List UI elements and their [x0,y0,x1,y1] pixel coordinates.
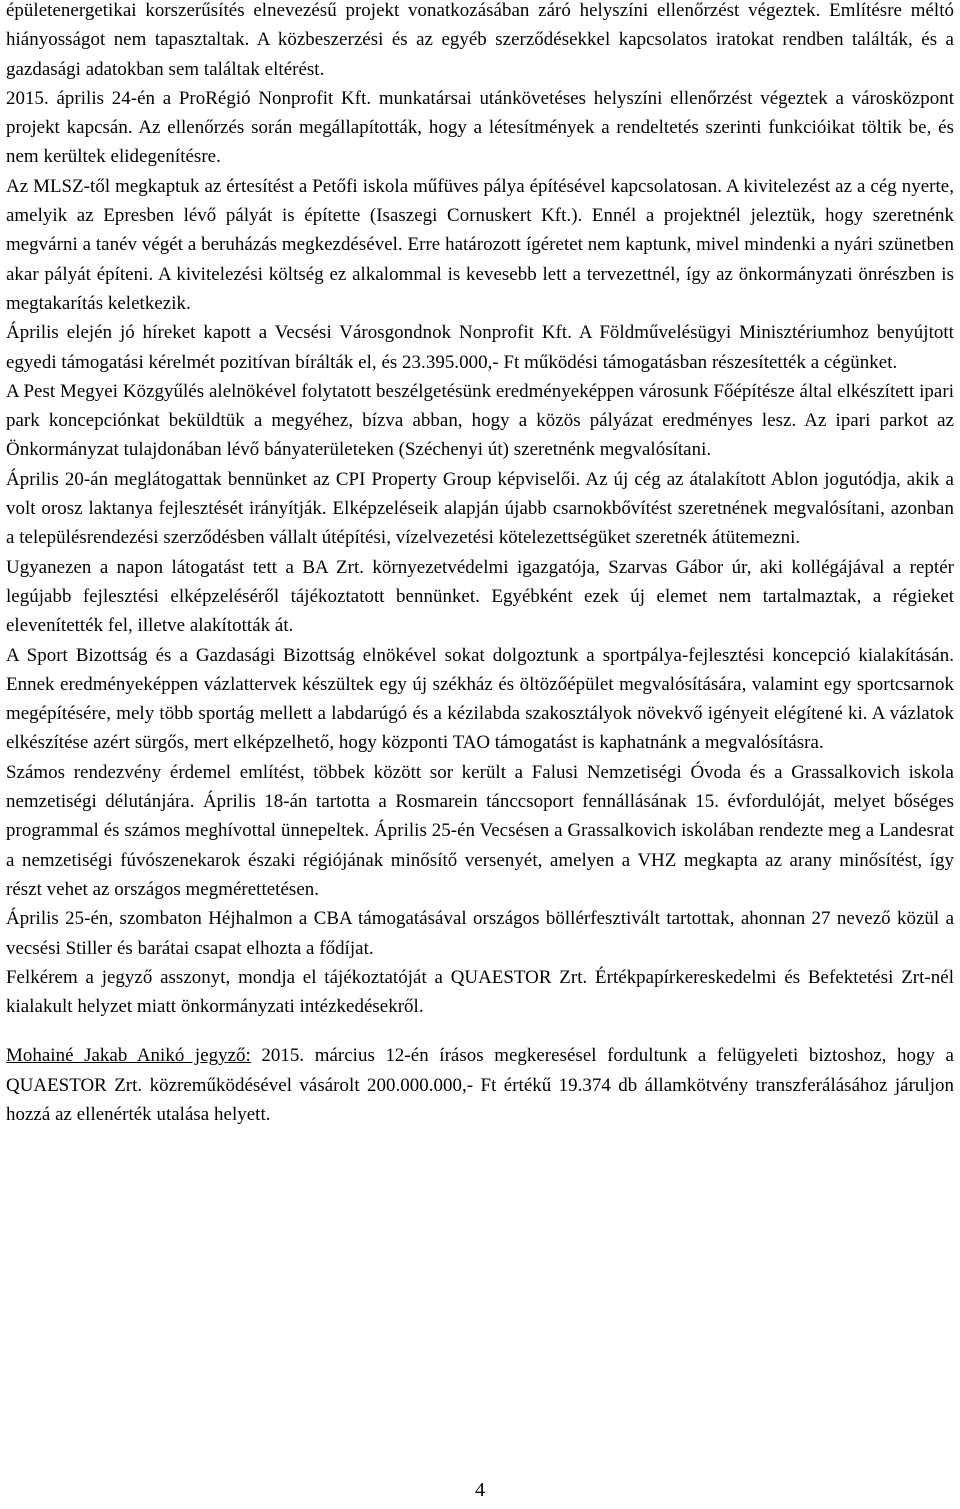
page-number: 4 [475,1479,485,1501]
paragraph-quaestor-request: Felkérem a jegyző asszonyt, mondja el tájékoztatóját a QUAESTOR Zrt. Értékpapírkereskedelmi és Befektetési Zrt-nél kialakult helyzet miatt önkormányzati intézkedésekről. [6,966,954,1018]
paragraph-gap [6,1021,954,1041]
paragraph-cpi-property: Április 20-án meglátogattak bennünket az CPI Property Group képviselői. Az új cég az átalakított Ablon jogutódja, akik a volt orosz laktanya fejlesztését irányítják. Elképzeléseik alapján újabb csarnokbővítést szeretnének megvalósítani, azonban a településrendezési szerződésben vállalt útépítési, vízelvezetési kötelezettségüket szeretnék átütemezni. [6,468,954,549]
paragraph-varosgondnok: Április elején jó híreket kapott a Vecsési Városgondnok Nonprofit Kft. A Földművelésügyi Minisztériumhoz benyújtott egyedi támogatási kérelmét pozitívan bírálták el, és 23.395.000,- Ft működési támogatásban részesítették a cégünket. [6,322,954,373]
paragraph-bollerfesztival: Április 25-én, szombaton Héjhalmon a CBA támogatásával országos böllérfesztivált tartottak, ahonnan 27 nevező közül a vecsési Stiller és barátai csapat elhozta a fődíjat. [6,908,954,959]
paragraph-events: Számos rendezvény érdemel említést, többek között sor került a Falusi Nemzetiségi Óvoda és a Grassalkovich iskola nemzetiségi délutánjára. Április 18-án tartotta a Rosmarein tánccsoport fennállásának 15. évfordulóját, melyet bőséges programmal és számos meghívottal ünnepeltek. Április 25-én Vecsésen a Grassalkovich iskolában rendezte meg a Landesrat a nemzetiségi fúvószenekarok északi régiójának minősítő versenyét, amelyen a VHZ megkapta az arany minősítést, így részt vehet az országos megmérettetésen. [6,761,954,900]
paragraph-sport-concept: A Sport Bizottság és a Gazdasági Bizottság elnökével sokat dolgoztunk a sportpálya-fejlesztési koncepció kialakításán. Ennek eredményeképpen vázlattervek készültek egy új székház és öltözőépület megvalósítására, valamint egy sportcsarnok megépítésére, mely több sportág mellett a labdarúgó és a kézilabda szakosztályok növekvő igényeit elégítené ki. A vázlatok elkészítése azért sürgős, mert elképzelhető, hogy központi TAO támogatást is kaphatnánk a megvalósításra. [6,644,954,754]
paragraph-mlsz-pitch: Az MLSZ-től megkaptuk az értesítést a Petőfi iskola műfüves pálya építésével kapcsolatosan. A kivitelezést az a cég nyerte, amelyik az Epresben lévő pályát is építette (Isaszegi Cornuskert Kft.). Ennél a projektnél jeleztük, hogy szeretnénk megvárni a tanév végét a beruházás megkezdésével. Erre határozott ígéretet nem kaptunk, mivel mindenki a nyári szünetben akar pályát építeni. A kivitelezési költség ez alkalommal is kevesebb lett a tervezettnél, így az önkormányzati önrészben is megtakarítás keletkezik. [6,175,954,314]
document-page [6,0,954,1129]
speaker-text: 2015. március 12-én írásos megkeresésel fordultunk a felügyeleti biztoshoz, hogy a QUAESTOR Zrt. közreműködésével vásárolt 200.000.000,- Ft értékű 19.374 db államkötvény transzferálásához járuljon hozzá az ellenérték utalása helyett. [6,1045,954,1125]
paragraph-ba-zrt: Ugyanezen a napon látogatást tett a BA Zrt. környezetvédelmi igazgatója, Szarvas Gábor úr, aki kollégájával a reptér legújabb fejlesztési elképzeléséről tájékoztatott bennünket. Egyébként ezek új elemet nem tartalmaztak, a régieket elevenítették fel, illetve alakították át. [6,556,954,637]
paragraph-energy-project: épületenergetikai korszerűsítés elnevezésű projekt vonatkozásában záró helyszíni ellenőrzést végeztek. Említésre méltó hiányosságot nem tapasztaltak. A közbeszerzési és az egyéb szerződésekkel kapcsolatos iratokat rendben találták, és a gazdasági adatokban sem találtak eltérést. [6,0,954,80]
paragraph-proregio-check: 2015. április 24-én a ProRégió Nonprofit Kft. munkatársai utánkövetéses helyszíni ellenőrzést végeztek a városközpont projekt kapcsán. Az ellenőrzés során megállapították, hogy a létesítmények a rendeltetés szerinti funkcióikat töltik be, és nem kerültek elidegenítésre. [6,87,954,168]
speaker-name: Mohainé Jakab Anikó jegyző: [6,1045,251,1067]
paragraph-speaker-statement [6,1041,954,1129]
paragraph-industrial-park: A Pest Megyei Közgyűlés alelnökével folytatott beszélgetésünk eredményeképpen városunk Főépítésze által elkészített ipari park koncepciónkat beküldtük a megyéhez, bízva abban, hogy a közös pályázat eredményes lesz. Az ipari parkot az Önkormányzat tulajdonában lévő bányaterületeken (Széchenyi út) szeretnénk megvalósítani. [6,380,954,461]
